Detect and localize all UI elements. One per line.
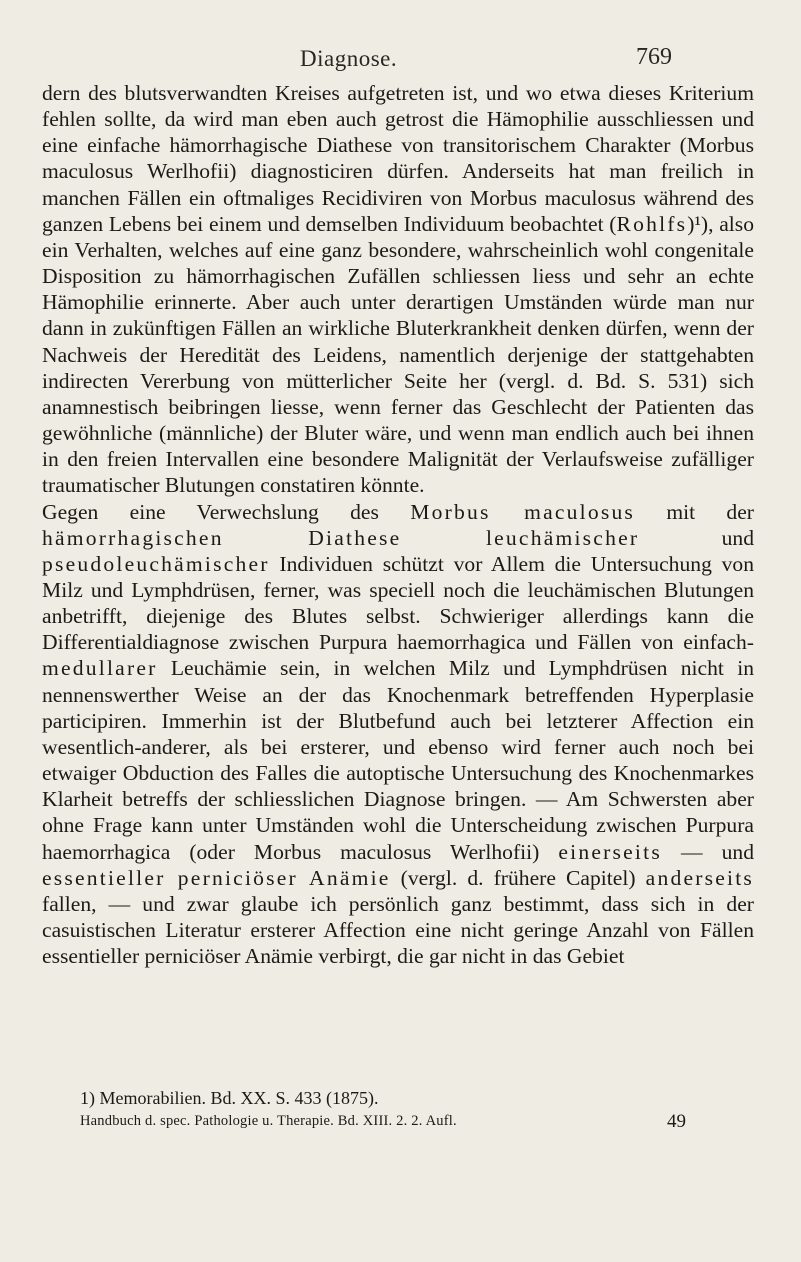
signature-text: Handbuch d. spec. Pathologie u. Therapie. Bd. XIII. 2. 2. Aufl. xyxy=(80,1113,457,1129)
paragraph-2-text-c: und xyxy=(639,525,754,550)
signature-mark: 49 xyxy=(667,1111,686,1132)
spaced-term-anderseits: anderseits xyxy=(645,865,755,890)
paragraph-2-text-f: — und xyxy=(661,839,754,864)
paragraph-2-text-b: mit der xyxy=(635,499,754,524)
spaced-term-pernicious-anaemia: essentieller perniciöser Anämie xyxy=(42,865,391,890)
page-number: 769 xyxy=(636,44,672,70)
printer-signature xyxy=(42,1111,762,1135)
spaced-term-morbus-maculosus: Morbus maculosus xyxy=(410,499,636,524)
paragraph-1 xyxy=(42,80,754,499)
paragraph-1-text-b: )¹), also ein Verhalten, welches auf eine ganz besondere, wahrscheinlich wohl congenitale Disposition zu hämorrhagischen Zufällen schliessen liess und sehr an echte Hämophilie erinnerte. Aber auch unter derartigen Umständen würde man nur dann in zukünftigen Fällen an wirkliche Bluterkrankheit denken dürfen, wenn der Nachweis der Heredität des Leidens, namentlich derjenige der stattgehabten indirecten Vererbung von mütterlicher Seite her (vergl. d. Bd. S. 531) sich anamnestisch beibringen liesse, wenn ferner das Geschlecht der Patienten das gewöhnliche (männliche) der Bluter wäre, und wenn man endlich auch bei ihnen in den freien Intervallen eine besondere Malignität der Verlaufsweise zufälliger traumatischer Blutungen constatiren könnte. xyxy=(42,211,755,498)
spaced-term-haemorrhagic-diathesis: hämorrhagischen Diathese leuchämischer xyxy=(42,525,640,550)
author-rohlfs: Rohlfs xyxy=(616,211,688,236)
paragraph-1-text-a: dern des blutsverwandten Kreises aufgetreten ist, und wo etwa dieses Kriterium fehlen sollte, da wird man eben auch getrost die Hämophilie ausschliessen und eine einfache hämorrhagische Diathese von transitorischem Charakter (Morbus maculosus Werlhofii) diagnosticiren dürfen. Anderseits hat man freilich in manchen Fällen ein oftmaliges Recidiviren von Morbus maculosus während des ganzen Lebens bei einem und demselben Individuum beobachtet ( xyxy=(42,81,754,236)
spaced-term-einerseits: einerseits xyxy=(558,839,662,864)
paragraph-2-text-e: Leuchämie sein, in welchen Milz und Lymphdrüsen nicht in nennenswerther Weise an der das Knochenmark betreffenden Hyperplasie participiren. Immerhin ist der Blutbefund auch bei letzterer Affection ein wesentlich-anderer, als bei ersterer, und ebenso wird ferner auch noch bei etwaiger Obduction des Falles die autoptische Untersuchung des Knochenmarkes Klarheit betreffs der schliesslichen Diagnose bringen. — Am Schwersten aber ohne Frage kann unter Umständen wohl die Unterscheidung zwischen Purpura haemorrhagica (oder Morbus maculosus Werlhofii) xyxy=(42,656,754,864)
spaced-term-medullarer: medullarer xyxy=(42,656,158,681)
paragraph-2-text-h: fallen, — und zwar glaube ich persönlich ganz bestimmt, dass sich in der casuistischen Literatur ersterer Affection eine nicht geringe Anzahl von Fällen essentieller perniciöser Anämie verbirgt, die gar nicht in das Gebiet xyxy=(42,891,754,969)
footnotes xyxy=(42,1087,762,1135)
paragraph-2 xyxy=(42,499,754,970)
paragraph-2-text-d: Individuen schützt vor Allem die Untersuchung von Milz und Lymphdrüsen, ferner, was speciell noch die leuchämischen Blutungen anbetrifft, diejenige des Blutes selbst. Schwieriger allerdings kann die Differentialdiagnose zwischen Purpura haemorrhagica und Fällen von einfach- xyxy=(42,551,754,655)
paragraph-2-text-g: (vergl. d. frühere Capitel) xyxy=(390,865,646,890)
spaced-term-pseudoleuchaemic: pseudoleuchämischer xyxy=(42,551,270,576)
footnote-1: 1) Memorabilien. Bd. XX. S. 433 (1875). xyxy=(80,1088,379,1108)
running-head xyxy=(0,40,801,74)
running-title: Diagnose. xyxy=(300,46,398,71)
body-text xyxy=(42,80,754,969)
paragraph-2-text-a: Gegen eine Verwechslung des xyxy=(42,499,411,524)
